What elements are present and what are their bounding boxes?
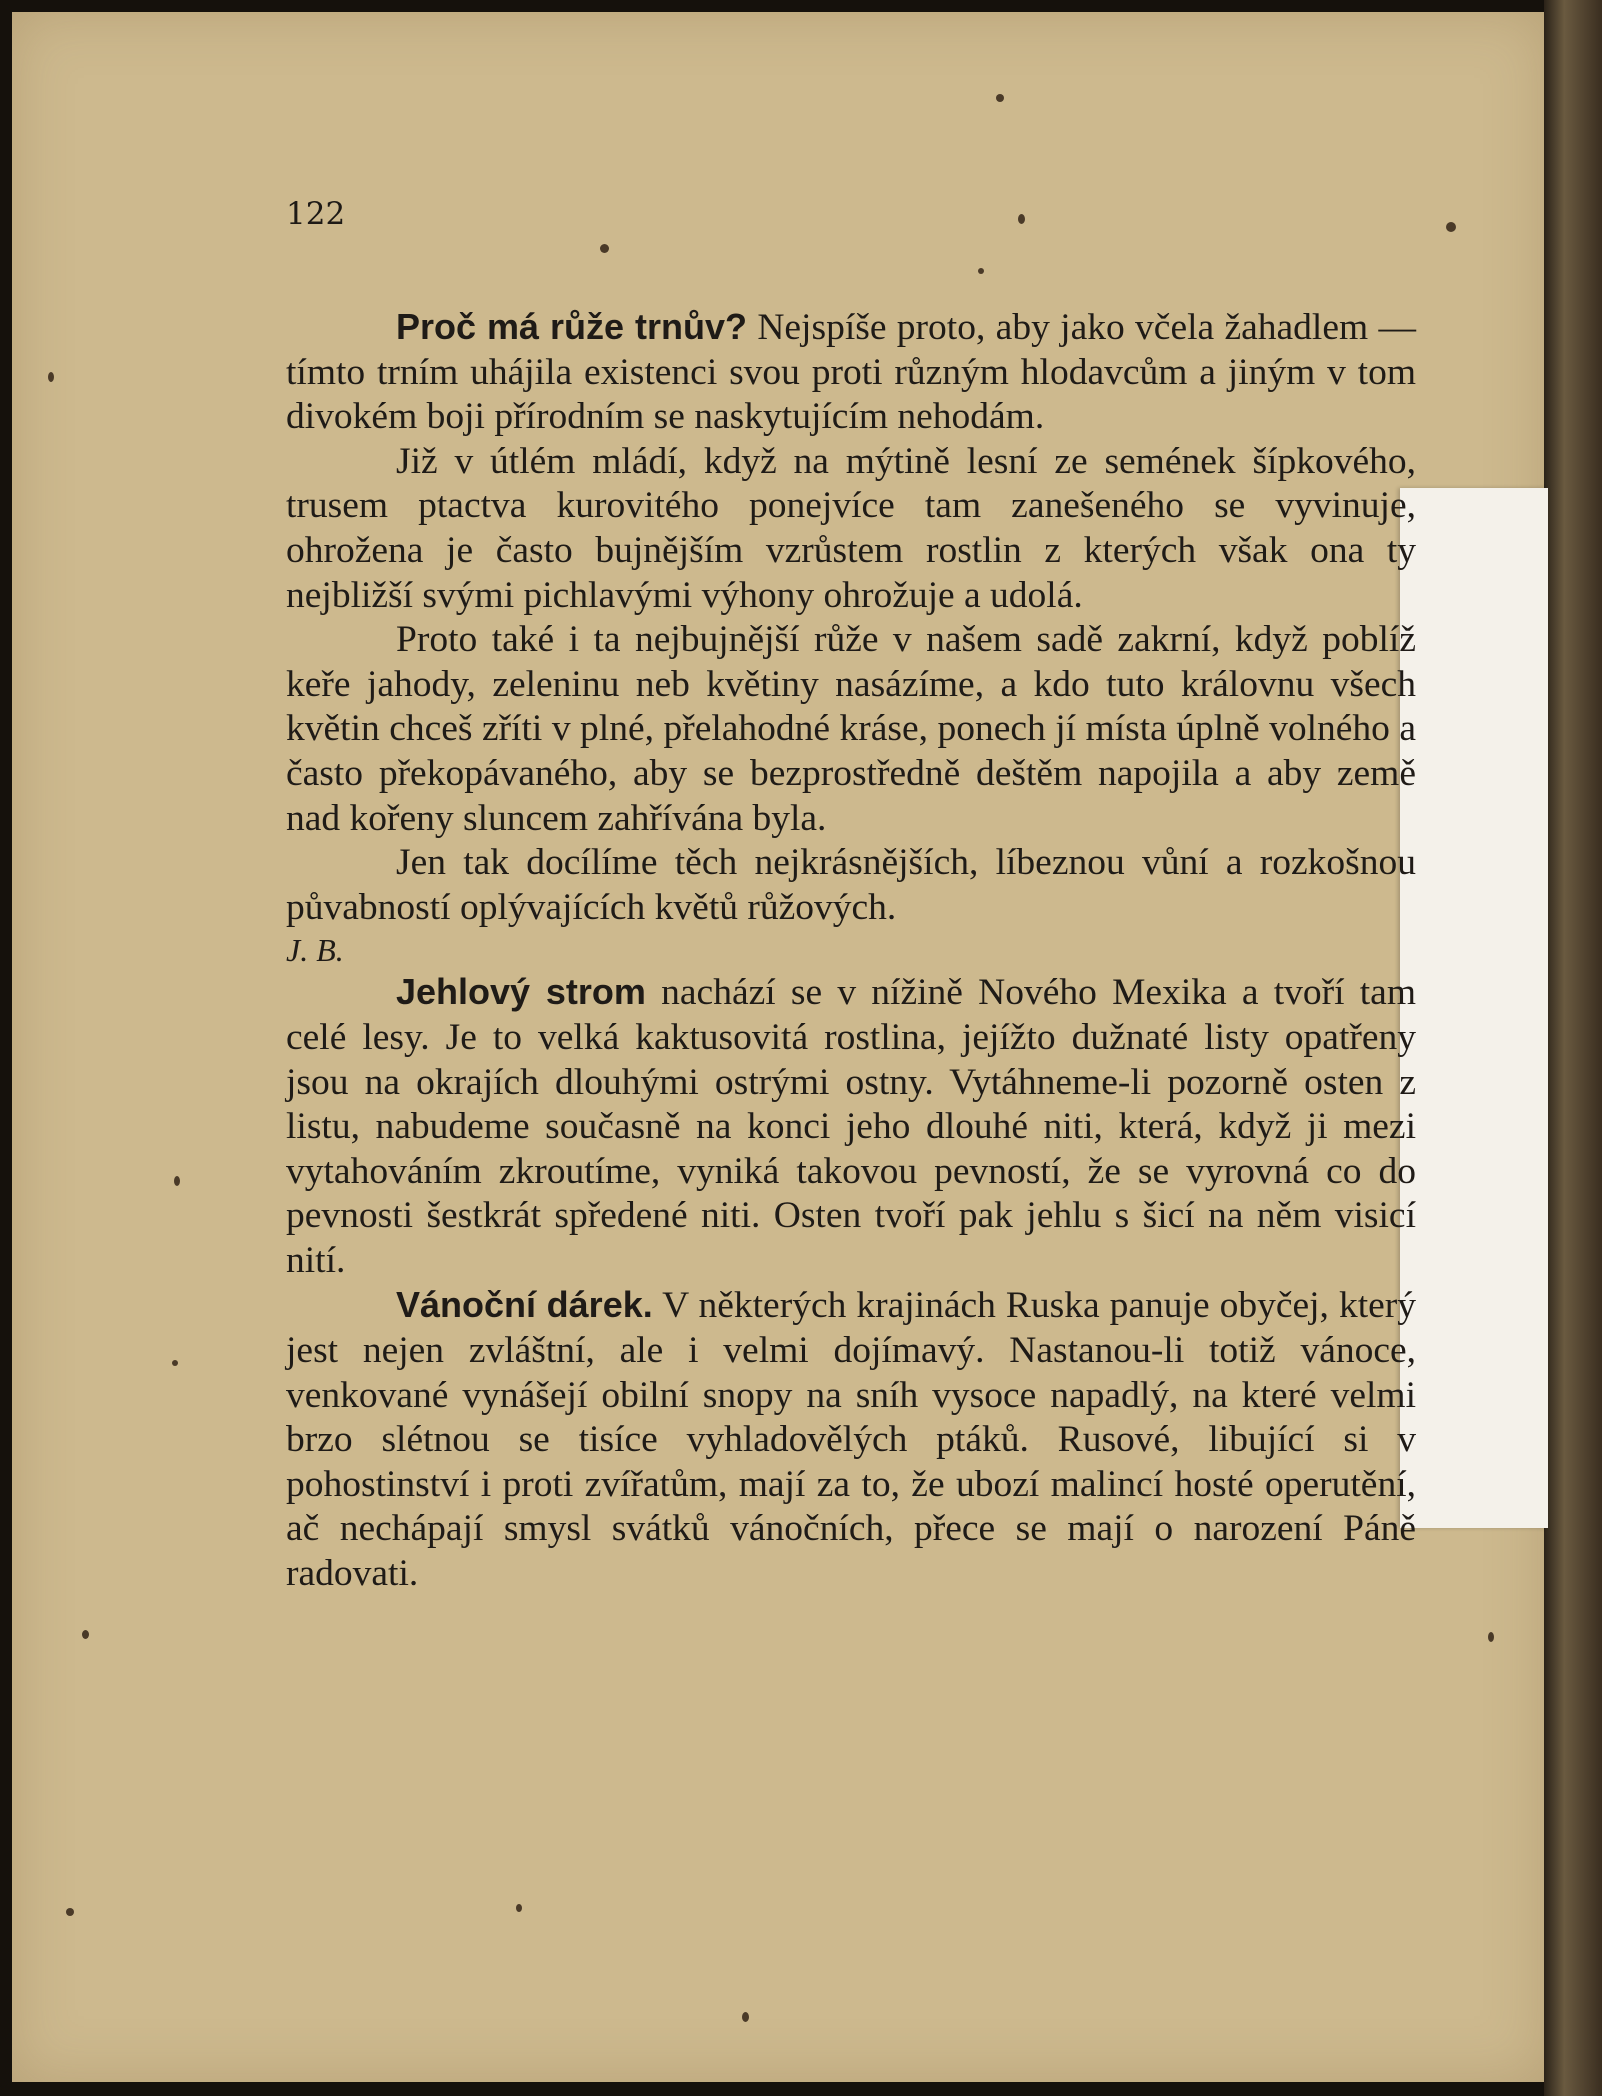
paper-slip xyxy=(1400,488,1548,1528)
paragraph: Jen tak docílíme těch nejkrásnějších, líbeznou vůní a rozkošnou půvabností oplývajících květů růžových. xyxy=(286,842,1416,928)
paragraph: Proto také i ta nejbujnější růže v našem sadě zakrní, když poblíž keře jahody, zeleninu neb květiny nasázíme, a kdo tuto královnu všech květin chceš zříti v plné, přelahodné kráse, ponech jí místa úplně volného a často překopávaného, aby se bezprostředně deštěm napojila a aby země nad kořeny sluncem zahřívána byla. xyxy=(286,619,1416,839)
ink-speck xyxy=(742,2012,749,2022)
ink-speck xyxy=(978,268,984,274)
section-heading: Vánoční dárek. xyxy=(396,1284,653,1326)
ink-speck xyxy=(1018,214,1025,224)
author-signature: J. B. xyxy=(286,932,344,969)
ink-speck xyxy=(48,372,54,382)
section-christmas-gift xyxy=(286,1283,1416,1596)
ink-speck xyxy=(1446,222,1456,232)
section-needle-tree xyxy=(286,970,1416,1283)
ink-speck xyxy=(82,1630,89,1639)
ink-speck xyxy=(600,244,609,253)
paragraph-text: Nejspíše proto, aby jako včela žahadlem — tímto trním uhájila existenci svou proti různým hlodavcům a jiným v tom divokém boji přírodním se naskytujícím nehodám. xyxy=(286,307,1417,438)
section-heading: Proč má růže trnův? xyxy=(396,306,747,347)
ink-speck xyxy=(1488,1632,1494,1642)
section-roses-intro xyxy=(286,305,1416,440)
ink-speck xyxy=(66,1908,74,1916)
page-number: 122 xyxy=(286,196,346,232)
paragraph-text: V některých krajinách Ruska panuje obyčej, který jest nejen zvláštní, ale i velmi dojímavý. Nastanou-li totiž vánoce, venkované vynášejí obilní snopy na sníh vysoce napadlý, na které velmi brzo slétnou se tisíce vyhladovělých ptáků. Rusové, libující si v pohostinství i proti zvířatům, mají za to, že ubozí malincí hosté operutění, ač nechápají smysl svátků vánočních, přece se mají o narození Páně radovati. xyxy=(286,1285,1416,1595)
paragraph-text: nachází se v nížině Nového Mexika a tvoří tam celé lesy. Je to velká kaktusovitá rostlina, jejížto dužnaté listy opatřeny jsou na okrajích dlouhými ostrými ostny. Vytáhneme-li pozorně osten z listu, nabudeme současně na konci jeho dlouhé niti, která, když ji mezi vytahováním zkroutíme, vyniká takovou pevností, že se vyrovná co do pevnosti šestkrát spředené niti. Osten tvoří pak jehlu s šicí na něm visicí nití. xyxy=(286,972,1416,1281)
ink-speck xyxy=(996,94,1004,102)
section-heading: Jehlový strom xyxy=(396,971,646,1013)
book-gutter xyxy=(1544,0,1602,2096)
paragraph: Již v útlém mládí, když na mýtině lesní ze semének šípkového, trusem ptactva kurovitého ponejvíce tam zanešeného se vyvinuje, ohrožena je často bujnějším vzrůstem rostlin z kterých však ona ty nejbližší svými pichlavými výhony ohrožuje a udolá. xyxy=(286,440,1416,616)
ink-speck xyxy=(172,1360,178,1366)
ink-speck xyxy=(174,1176,180,1186)
ink-speck xyxy=(516,1904,522,1912)
page-body xyxy=(286,305,1416,1597)
